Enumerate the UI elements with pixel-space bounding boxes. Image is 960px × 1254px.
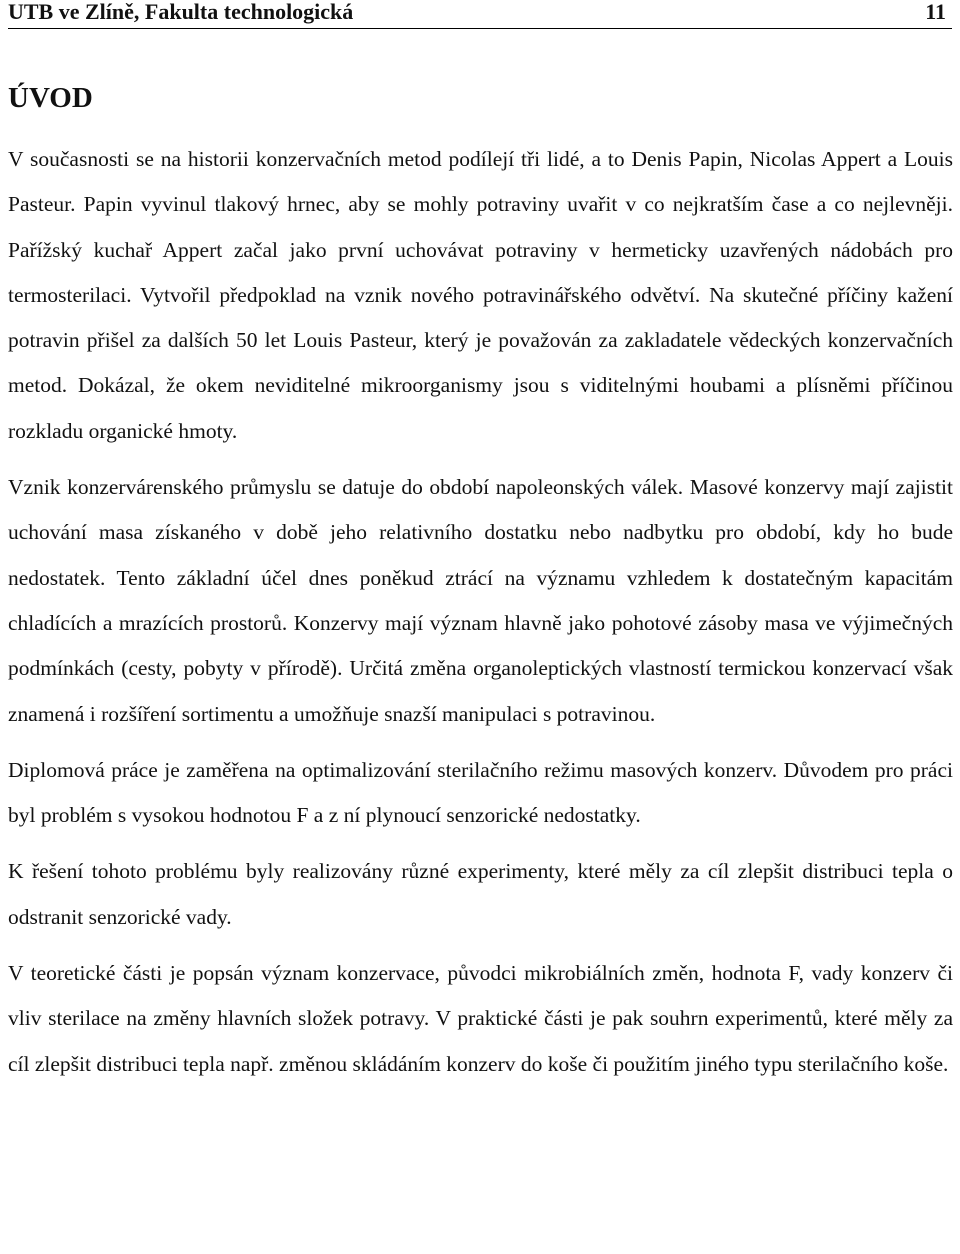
paragraph-structure: V teoretické části je popsán význam konzervace, původci mikrobiálních změn, hodnota F, vady konzerv či vliv sterilace na změny hlavních složek potravy. V praktické části je pak souhrn experimentů, které měly za cíl zlepšit distribuci tepla např. změnou skládáním konzerv do koše či použitím jiného typu sterilačního koše. xyxy=(8,961,953,1076)
section-title: ÚVOD xyxy=(8,82,93,114)
paragraph-canning-industry: Vznik konzervárenského průmyslu se datuje do období napoleonských válek. Masové konzervy mají zajistit uchování masa získaného v době jeho relativního dostatku nebo nadbytku pro období, kdy ho bude nedostatek. Tento základní účel dnes poněkud ztrácí na významu vzhledem k dostatečným kapacitám chladících a mrazících prostorů. Konzervy mají význam hlavně jako pohotové zásoby masa ve výjimečných podmínkách (cesty, pobyty v přírodě). Určitá změna organoleptických vlastností termickou konzervací však znamená i rozšíření sortimentu a umožňuje snazší manipulaci s potravinou. xyxy=(8,475,953,726)
paragraph-thesis-aim: Diplomová práce je zaměřena na optimalizování sterilačního režimu masových konzerv. Důvodem pro práci byl problém s vysokou hodnotou F a z ní plynoucí senzorické nedostatky. xyxy=(8,757,953,828)
page-number: 11 xyxy=(925,0,946,24)
paragraph-history: V současnosti se na historii konzervačních metod podílejí tři lidé, a to Denis Papin, Nicolas Appert a Louis Pasteur. Papin vyvinul tlakový hrnec, aby se mohly potraviny uvařit v co nejkratším čase a co nejlevněji. Pařížský kuchař Appert začal jako první uchovávat potraviny v hermeticky uzavřených nádobách pro termosterilaci. Vytvořil předpoklad na vznik nového potravinářského odvětví. Na skutečné příčiny kažení potravin přišel za dalších 50 let Louis Pasteur, který je považován za zakladatele vědeckých konzervačních metod. Dokázal, že okem neviditelné mikroorganismy jsou s viditelnými houbami a plísněmi příčinou rozkladu organické hmoty. xyxy=(8,147,953,443)
page-header xyxy=(8,0,952,29)
body-text xyxy=(8,137,953,1087)
paragraph-experiments: K řešení tohoto problému byly realizovány různé experimenty, které měly za cíl zlepšit distribuci tepla o odstranit senzorické vady. xyxy=(8,859,953,929)
header-institution: UTB ve Zlíně, Fakulta technologická xyxy=(8,0,354,24)
